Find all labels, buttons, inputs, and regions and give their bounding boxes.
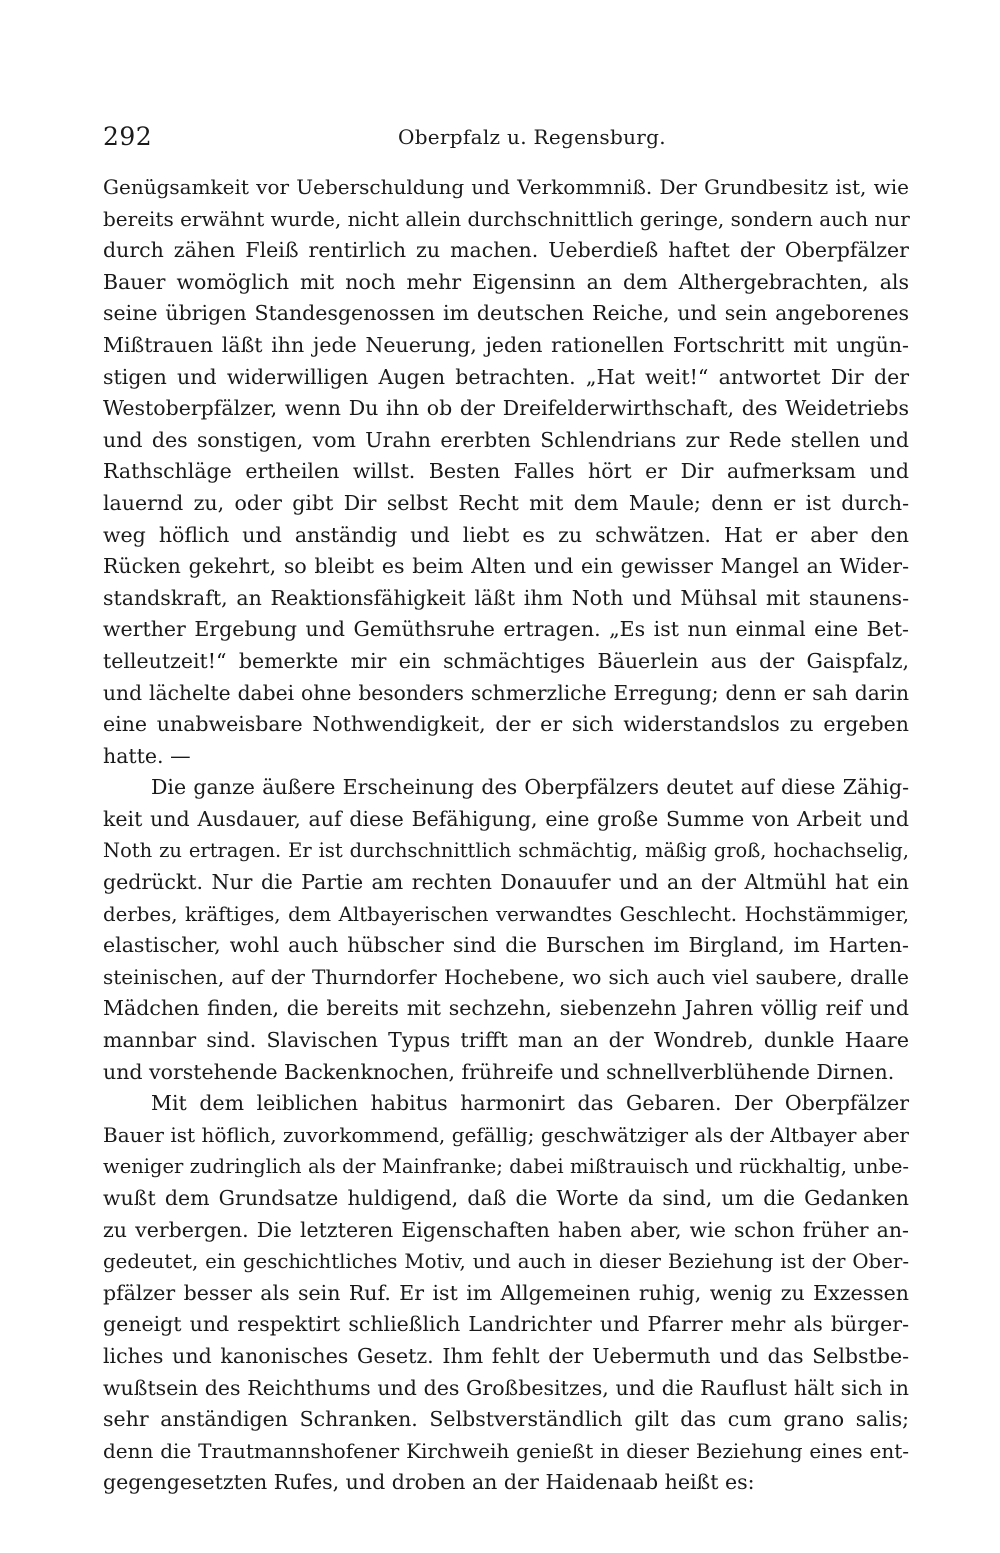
text-line: Noth zu ertragen. Er ist durchschnittlich schmächtig, mäßig groß, hochachselig, bbox=[103, 839, 909, 863]
text-line: eine unabweisbare Nothwendigkeit, der er sich widerstandslos zu ergeben bbox=[103, 712, 909, 737]
text-line: elastischer, wohl auch hübscher sind die Burschen im Birgland, im Harten- bbox=[103, 933, 909, 958]
text-line: geneigt und respektirt schließlich Landrichter und Pfarrer mehr als bürger- bbox=[103, 1312, 909, 1337]
text-line: gedrückt. Nur die Partie am rechten Donauufer und an der Altmühl hat ein bbox=[103, 870, 909, 895]
text-line: zu verbergen. Die letzteren Eigenschaften haben aber, wie schon früher an- bbox=[103, 1217, 909, 1242]
body-text bbox=[103, 172, 909, 1499]
text-line: pfälzer besser als sein Ruf. Er ist im Allgemeinen ruhig, wenig zu Exzessen bbox=[103, 1280, 909, 1305]
text-line: weniger zudringlich als der Mainfranke; dabei mißtrauisch und rückhaltig, unbe- bbox=[103, 1155, 909, 1179]
text-line: gedeutet, ein geschichtliches Motiv, und auch in dieser Beziehung ist der Ober- bbox=[103, 1250, 909, 1274]
text-line: keit und Ausdauer, auf diese Befähigung, eine große Summe von Arbeit und bbox=[103, 806, 909, 831]
text-line: Mißtrauen läßt ihn jede Neuerung, jeden rationellen Fortschritt mit ungün- bbox=[103, 332, 909, 357]
text-line: mannbar sind. Slavischen Typus trifft man an der Wondreb, dunkle Haare bbox=[103, 1028, 909, 1053]
text-line: Genügsamkeit vor Ueberschuldung und Verkommniß. Der Grundbesitz ist, wie bbox=[103, 175, 909, 199]
text-line: wußt dem Grundsatze huldigend, daß die Worte da sind, um die Gedanken bbox=[103, 1186, 909, 1210]
text-line: Bauer ist höflich, zuvorkommend, gefällig; geschwätziger als der Altbayer aber bbox=[103, 1122, 909, 1147]
text-line: durch zähen Fleiß rentirlich zu machen. Ueberdieß haftet der Oberpfälzer bbox=[103, 238, 909, 263]
running-head: Oberpfalz u. Regensburg. bbox=[398, 125, 666, 149]
text-line: Mit dem leiblichen habitus harmonirt das Gebaren. Der Oberpfälzer bbox=[151, 1091, 909, 1116]
page-number: 292 bbox=[103, 122, 153, 151]
paragraph bbox=[103, 172, 909, 772]
text-line: standskraft, an Reaktionsfähigkeit läßt ihm Noth und Mühsal mit staunens- bbox=[103, 585, 909, 610]
text-line: seine übrigen Standesgenossen im deutschen Reiche, und sein angeborenes bbox=[103, 301, 909, 326]
text-line: sehr anständigen Schranken. Selbstverständlich gilt das cum grano salis; bbox=[103, 1407, 909, 1432]
text-line: wußtsein des Reichthums und des Großbesitzes, und die Rauflust hält sich in bbox=[103, 1375, 909, 1400]
text-line: weg höflich und anständig und liebt es zu schwätzen. Hat er aber den bbox=[103, 522, 909, 547]
text-line: Westoberpfälzer, wenn Du ihn ob der Dreifelderwirthschaft, des Weidetriebs bbox=[103, 396, 909, 421]
page-header bbox=[103, 122, 909, 162]
text-line: steinischen, auf der Thurndorfer Hochebene, wo sich auch viel saubere, dralle bbox=[103, 964, 909, 989]
text-line: Mädchen finden, die bereits mit sechzehn, siebenzehn Jahren völlig reif und bbox=[103, 996, 909, 1021]
text-line: Rathschläge ertheilen willst. Besten Falles hört er Dir aufmerksam und bbox=[103, 459, 909, 484]
text-line: telleutzeit!“ bemerkte mir ein schmächtiges Bäuerlein aus der Gaispfalz, bbox=[103, 648, 909, 673]
paragraph bbox=[103, 1088, 909, 1499]
text-line: Bauer womöglich mit noch mehr Eigensinn an dem Althergebrachten, als bbox=[103, 269, 909, 294]
text-line: und vorstehende Backenknochen, frühreife und schnellverblühende Dirnen. bbox=[103, 1059, 895, 1084]
text-line: gegengesetzten Rufes, und droben an der Haidenaab heißt es: bbox=[103, 1470, 755, 1495]
paragraph bbox=[103, 772, 909, 1088]
text-line: bereits erwähnt wurde, nicht allein durchschnittlich geringe, sondern auch nur bbox=[103, 206, 910, 231]
text-line: derbes, kräftiges, dem Altbayerischen verwandtes Geschlecht. Hochstämmiger, bbox=[103, 902, 909, 926]
text-line: und lächelte dabei ohne besonders schmerzliche Erregung; denn er sah darin bbox=[103, 680, 909, 705]
text-line: und des sonstigen, vom Urahn ererbten Schlendrians zur Rede stellen und bbox=[103, 427, 909, 452]
text-line: denn die Trautmannshofener Kirchweih genießt in dieser Beziehung eines ent- bbox=[103, 1438, 909, 1463]
text-line: Die ganze äußere Erscheinung des Oberpfälzers deutet auf diese Zähig- bbox=[151, 775, 909, 800]
text-line: Rücken gekehrt, so bleibt es beim Alten und ein gewisser Mangel an Wider- bbox=[103, 554, 909, 579]
text-line: hatte. — bbox=[103, 743, 191, 768]
text-line: lauernd zu, oder gibt Dir selbst Recht mit dem Maule; denn er ist durch- bbox=[103, 490, 909, 515]
text-line: stigen und widerwilligen Augen betrachten. „Hat weit!“ antwortet Dir der bbox=[103, 364, 909, 389]
text-line: werther Ergebung und Gemüthsruhe ertragen. „Es ist nun einmal eine Bet- bbox=[103, 617, 909, 642]
text-line: liches und kanonisches Gesetz. Ihm fehlt der Uebermuth und das Selbstbe- bbox=[103, 1343, 909, 1368]
